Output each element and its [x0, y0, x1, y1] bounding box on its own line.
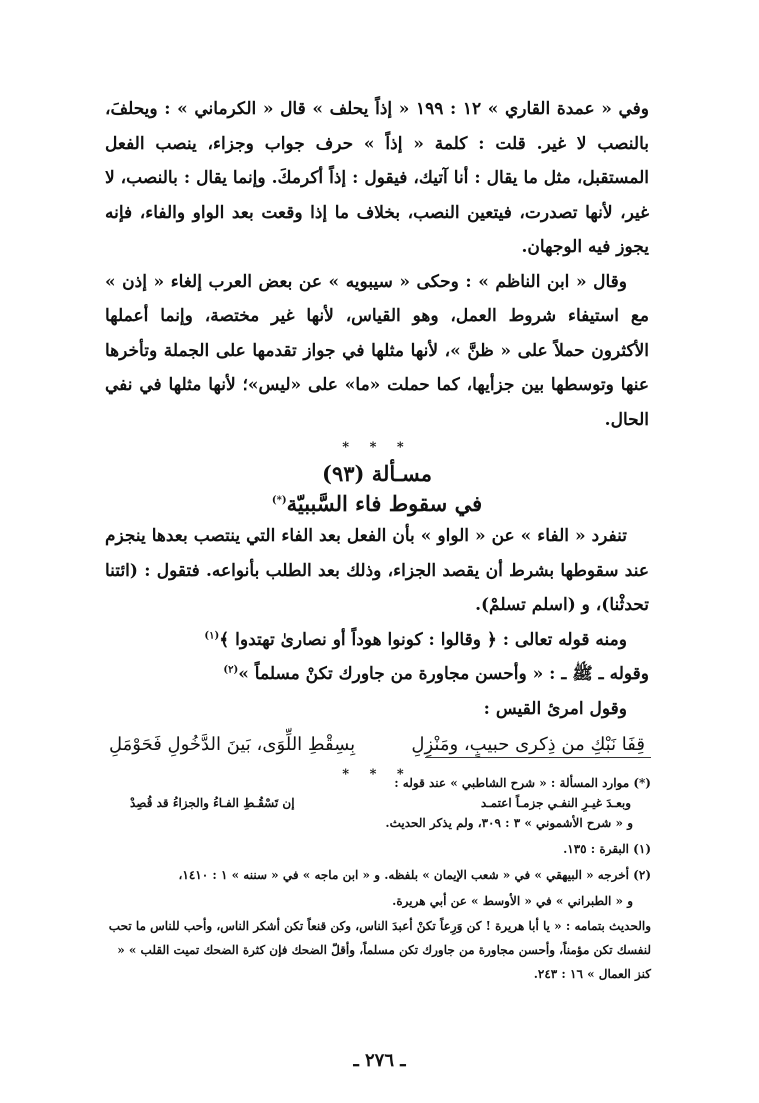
footnote-2-hadith: والحديث بتمامه : « يا أبا هريرة ! كن وَرِعاً تكنْ أعبدَ الناس، وكن قنعاً تكن أشكر الناس، وأحب للناس ما تحب لنفسك تكن مؤمناً، وأحسن مجاورة من جاورك تكن مسلماً، وأقلّ الضحك فإن كثرة الضحك تميت القلب » « كنز العمال » ١٦ : ٢٤٣.: [108, 919, 651, 981]
main-text: [105, 92, 649, 786]
footnote-ref-1: (١): [204, 629, 220, 641]
poem-hemistich-right: قِفَا نَبْكِ من ذِكرى حبيبٍ، ومَنْزِلِ: [411, 734, 645, 755]
footnote-rule: [425, 757, 651, 758]
poem-hemistich-left: بِسِقْطِ اللِّوَى، بَينَ الدَّخُولِ فَحَوْمَلِ: [109, 734, 356, 755]
section-divider-2: * * *: [342, 767, 412, 782]
footnote-marker-star: (*): [271, 495, 287, 506]
quran-quote: ومنه قوله تعالى : ﴿ وقالوا : كونوا هوداً أو نصارىٰ تهتدوا ﴾: [219, 629, 627, 650]
paragraph-5: [105, 657, 649, 692]
footnote-2-continued: و « الطبراني » في « الأوسط » عن أبي هريرة.: [392, 894, 633, 908]
section-title: مسـألة (٩٣): [322, 461, 432, 486]
footnote-verse: [100, 796, 651, 810]
footnote-star: (*) موارد المسألة : « شرح الشاطبي » عند قوله :: [394, 776, 651, 790]
paragraph-4: [105, 623, 649, 658]
footnote-ref-2: (٢): [223, 664, 239, 676]
section-subtitle-text: في سقوط فاء السَّببيّة: [286, 491, 483, 516]
section-divider: * * *: [342, 440, 412, 455]
paragraph-3: تنفرد « الفاء » عن « الواو » بأن الفعل بعد الفاء التي ينتصب بعدها ينجزم عند سقوطها بشرط أن يقصد الجزاء، وذلك بعد الطلب بأنواعه. فتقول : (ائتنا تحدثْنا)، و (اسلم تسلمْ).: [105, 526, 649, 615]
footnote-star-continued: و « شرح الأشموني » ٣ : ٣٠٩، ولم يذكر الحديث.: [385, 816, 633, 830]
hadith-quote: وقوله ـ ﷺ ـ : « وأحسن مجاورة من جاورك تكنْ مسلماً »: [238, 664, 649, 684]
footnote-verse-right: وبعـدَ غيـرِ النفـي جزمـاً اعتمـد: [480, 796, 631, 810]
poem-verse: [105, 726, 649, 764]
footnote-verse-left: إن تَسْقُـطِ الفـاءُ والجزاءُ قد قُصِدْ: [130, 796, 295, 810]
footnotes: [100, 770, 651, 986]
footnote-2: (٢) أخرجه « البيهقي » في « شعب الإيمان » بلفظه. و « ابن ماجه » في « سننه » ١ : ١٤١٠،: [178, 868, 651, 882]
section-subtitle: [105, 489, 649, 519]
footnote-1: (١) البقرة : ١٣٥.: [563, 842, 651, 856]
paragraph-1: وفي « عمدة القاري » ١٢ : ١٩٩ « إذاً يحلف » قال « الكرماني » : ويحلفَ، بالنصب لا غير. قلت : كلمة « إذاً » حرف جواب وجزاء، ينصب الفعل المستقبل، مثل ما يقال : أنا آتيك، فيقول : إذاً أكرمكَ. وإنما يقال : بالنصب، لا غير، لأنها تصدرت، فيتعين النصب، بخلاف ما إذا وقعت بعد الواو والفاء، فإنه يجوز فيه الوجهان.: [105, 99, 649, 257]
paragraph-6: وقول امرئ القيس :: [483, 698, 627, 719]
paragraph-2: وقال « ابن الناظم » : وحكى « سيبويه » عن بعض العرب إلغاء « إذن » مع استيفاء شروط العمل، وهو القياس، لأنها غير مختصة، وإنما أعملها الأكثرون حملاً على « ظنَّ »، لأنها مثلها في جواز تقدمها على الجملة وتأخرها عنها وتوسطها بين جزأيها، كما حملت «ما» على «ليس»؛ لأنها مثلها في نفي الحال.: [105, 271, 649, 430]
page-number: ـ ٢٧٦ ـ: [353, 1050, 406, 1071]
